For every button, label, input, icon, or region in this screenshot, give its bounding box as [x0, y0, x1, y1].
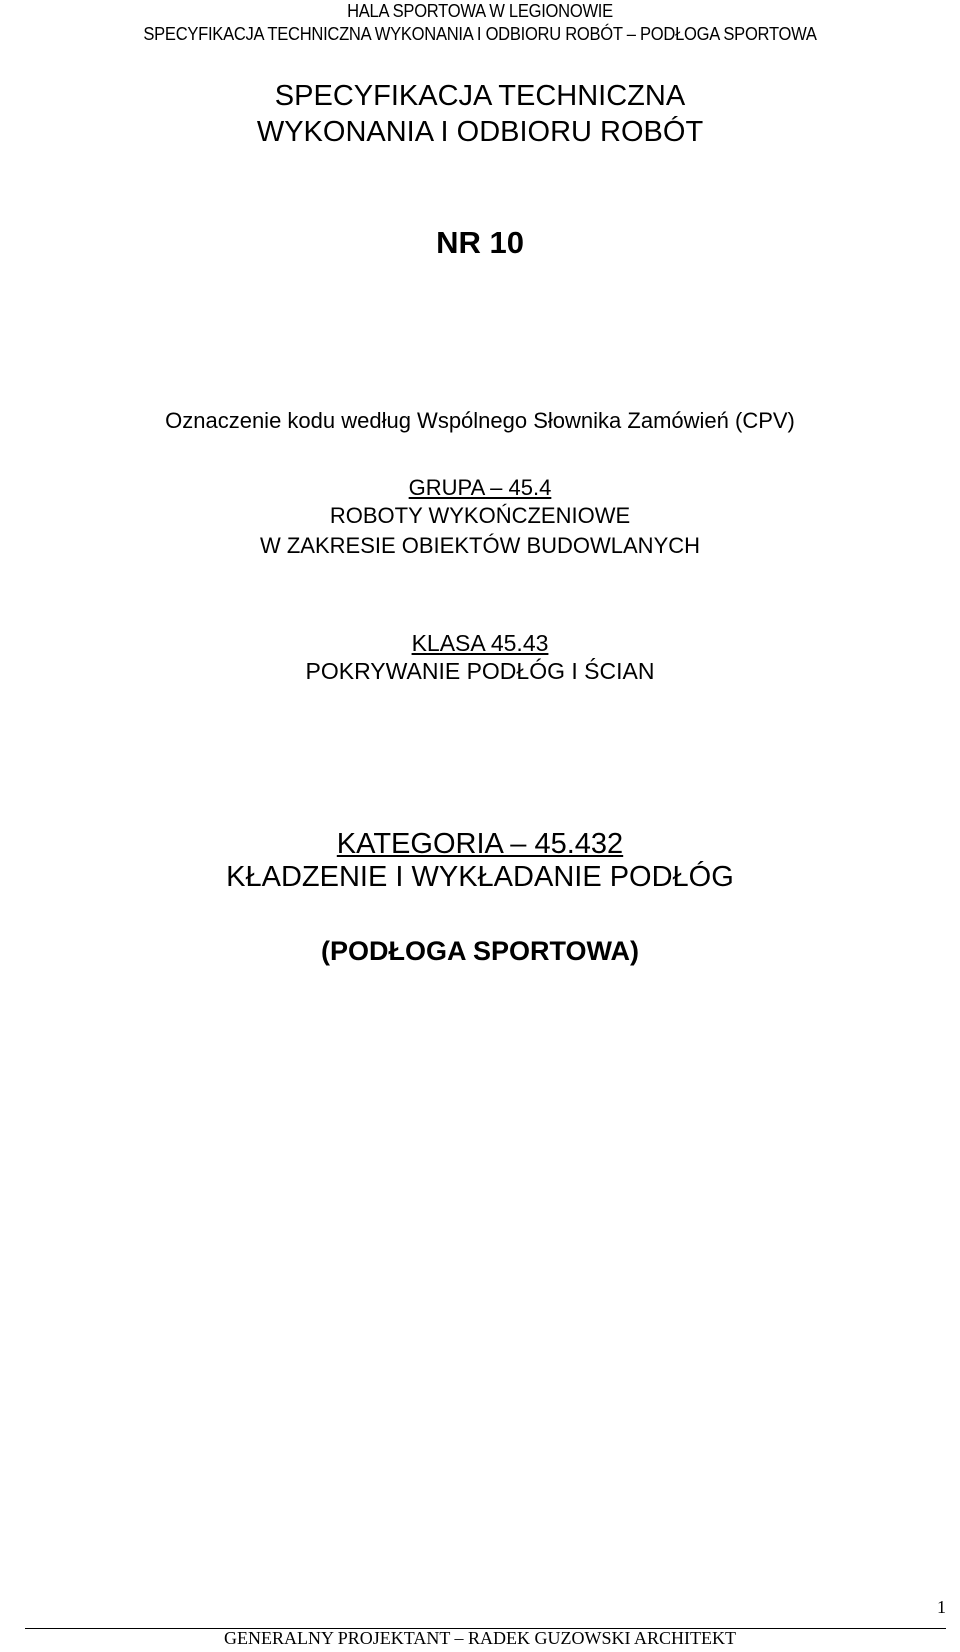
page-number: 1: [937, 1597, 946, 1617]
klasa-code: KLASA 45.43: [411, 630, 549, 656]
title-line-2: WYKONANIA I ODBIORU ROBÓT: [256, 116, 704, 148]
grupa-name-line-1: ROBOTY WYKOŃCZENIOWE: [329, 503, 631, 528]
kategoria-name: KŁADZENIE I WYKŁADANIE PODŁÓG: [226, 861, 734, 893]
grupa-code: GRUPA – 45.4: [408, 475, 552, 500]
kategoria-code: KATEGORIA – 45.432: [336, 828, 624, 860]
header-project-name: HALA SPORTOWA W LEGIONOWIE: [347, 1, 613, 21]
specification-number: NR 10: [436, 225, 524, 260]
grupa-name-line-2: W ZAKRESIE OBIEKTÓW BUDOWLANYCH: [259, 533, 701, 558]
header-document-name: SPECYFIKACJA TECHNICZNA WYKONANIA I ODBIORU ROBÓT – PODŁOGA SPORTOWA: [143, 24, 817, 44]
cpv-label: Oznaczenie kodu według Wspólnego Słownika Zamówień (CPV): [165, 408, 795, 433]
document-subtitle: (PODŁOGA SPORTOWA): [320, 936, 639, 966]
title-line-1: SPECYFIKACJA TECHNICZNA: [274, 80, 686, 112]
footer-text: GENERALNY PROJEKTANT – RADEK GUZOWSKI ARCHITEKT: [223, 1628, 737, 1648]
klasa-name: POKRYWANIE PODŁÓG I ŚCIAN: [305, 658, 655, 684]
